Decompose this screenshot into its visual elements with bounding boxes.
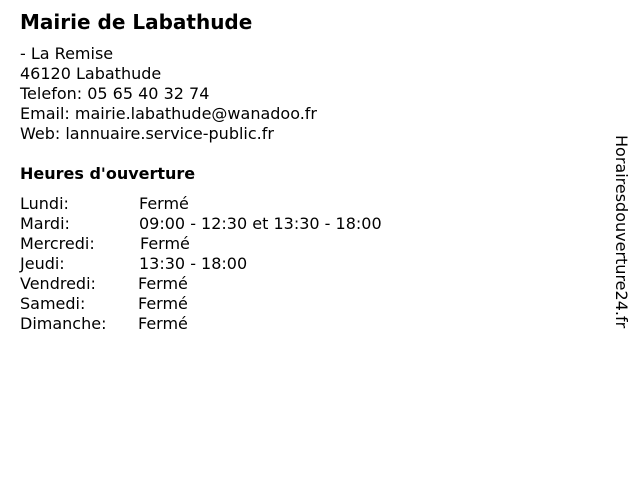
email-line: Email: mairie.labathude@wanadoo.fr [20, 104, 318, 123]
day-hours: Fermé [138, 274, 188, 293]
site-brand-watermark: Horairesdouverture24.fr [612, 135, 631, 329]
day-hours: 09:00 - 12:30 et 13:30 - 18:00 [139, 214, 382, 233]
address-block [20, 44, 317, 144]
day-label: Samedi: [20, 294, 86, 313]
web-line: Web: lannuaire.service-public.fr [20, 124, 274, 143]
day-label: Dimanche: [20, 314, 107, 333]
day-hours: 13:30 - 18:00 [139, 254, 248, 273]
day-label: Mercredi: [20, 234, 95, 253]
day-hours: Fermé [138, 294, 188, 313]
address-line-2: 46120 Labathude [20, 64, 162, 83]
day-hours: Fermé [139, 194, 189, 213]
day-hours: Fermé [138, 314, 188, 333]
opening-hours-heading: Heures d'ouverture [20, 164, 196, 183]
day-label: Vendredi: [20, 274, 96, 293]
day-label: Lundi: [20, 194, 69, 213]
phone-line: Telefon: 05 65 40 32 74 [20, 84, 210, 103]
day-hours: Fermé [140, 234, 190, 253]
address-line-1: - La Remise [20, 44, 114, 63]
business-name: Mairie de Labathude [20, 10, 253, 34]
day-label: Mardi: [20, 214, 70, 233]
day-label: Jeudi: [20, 254, 65, 273]
